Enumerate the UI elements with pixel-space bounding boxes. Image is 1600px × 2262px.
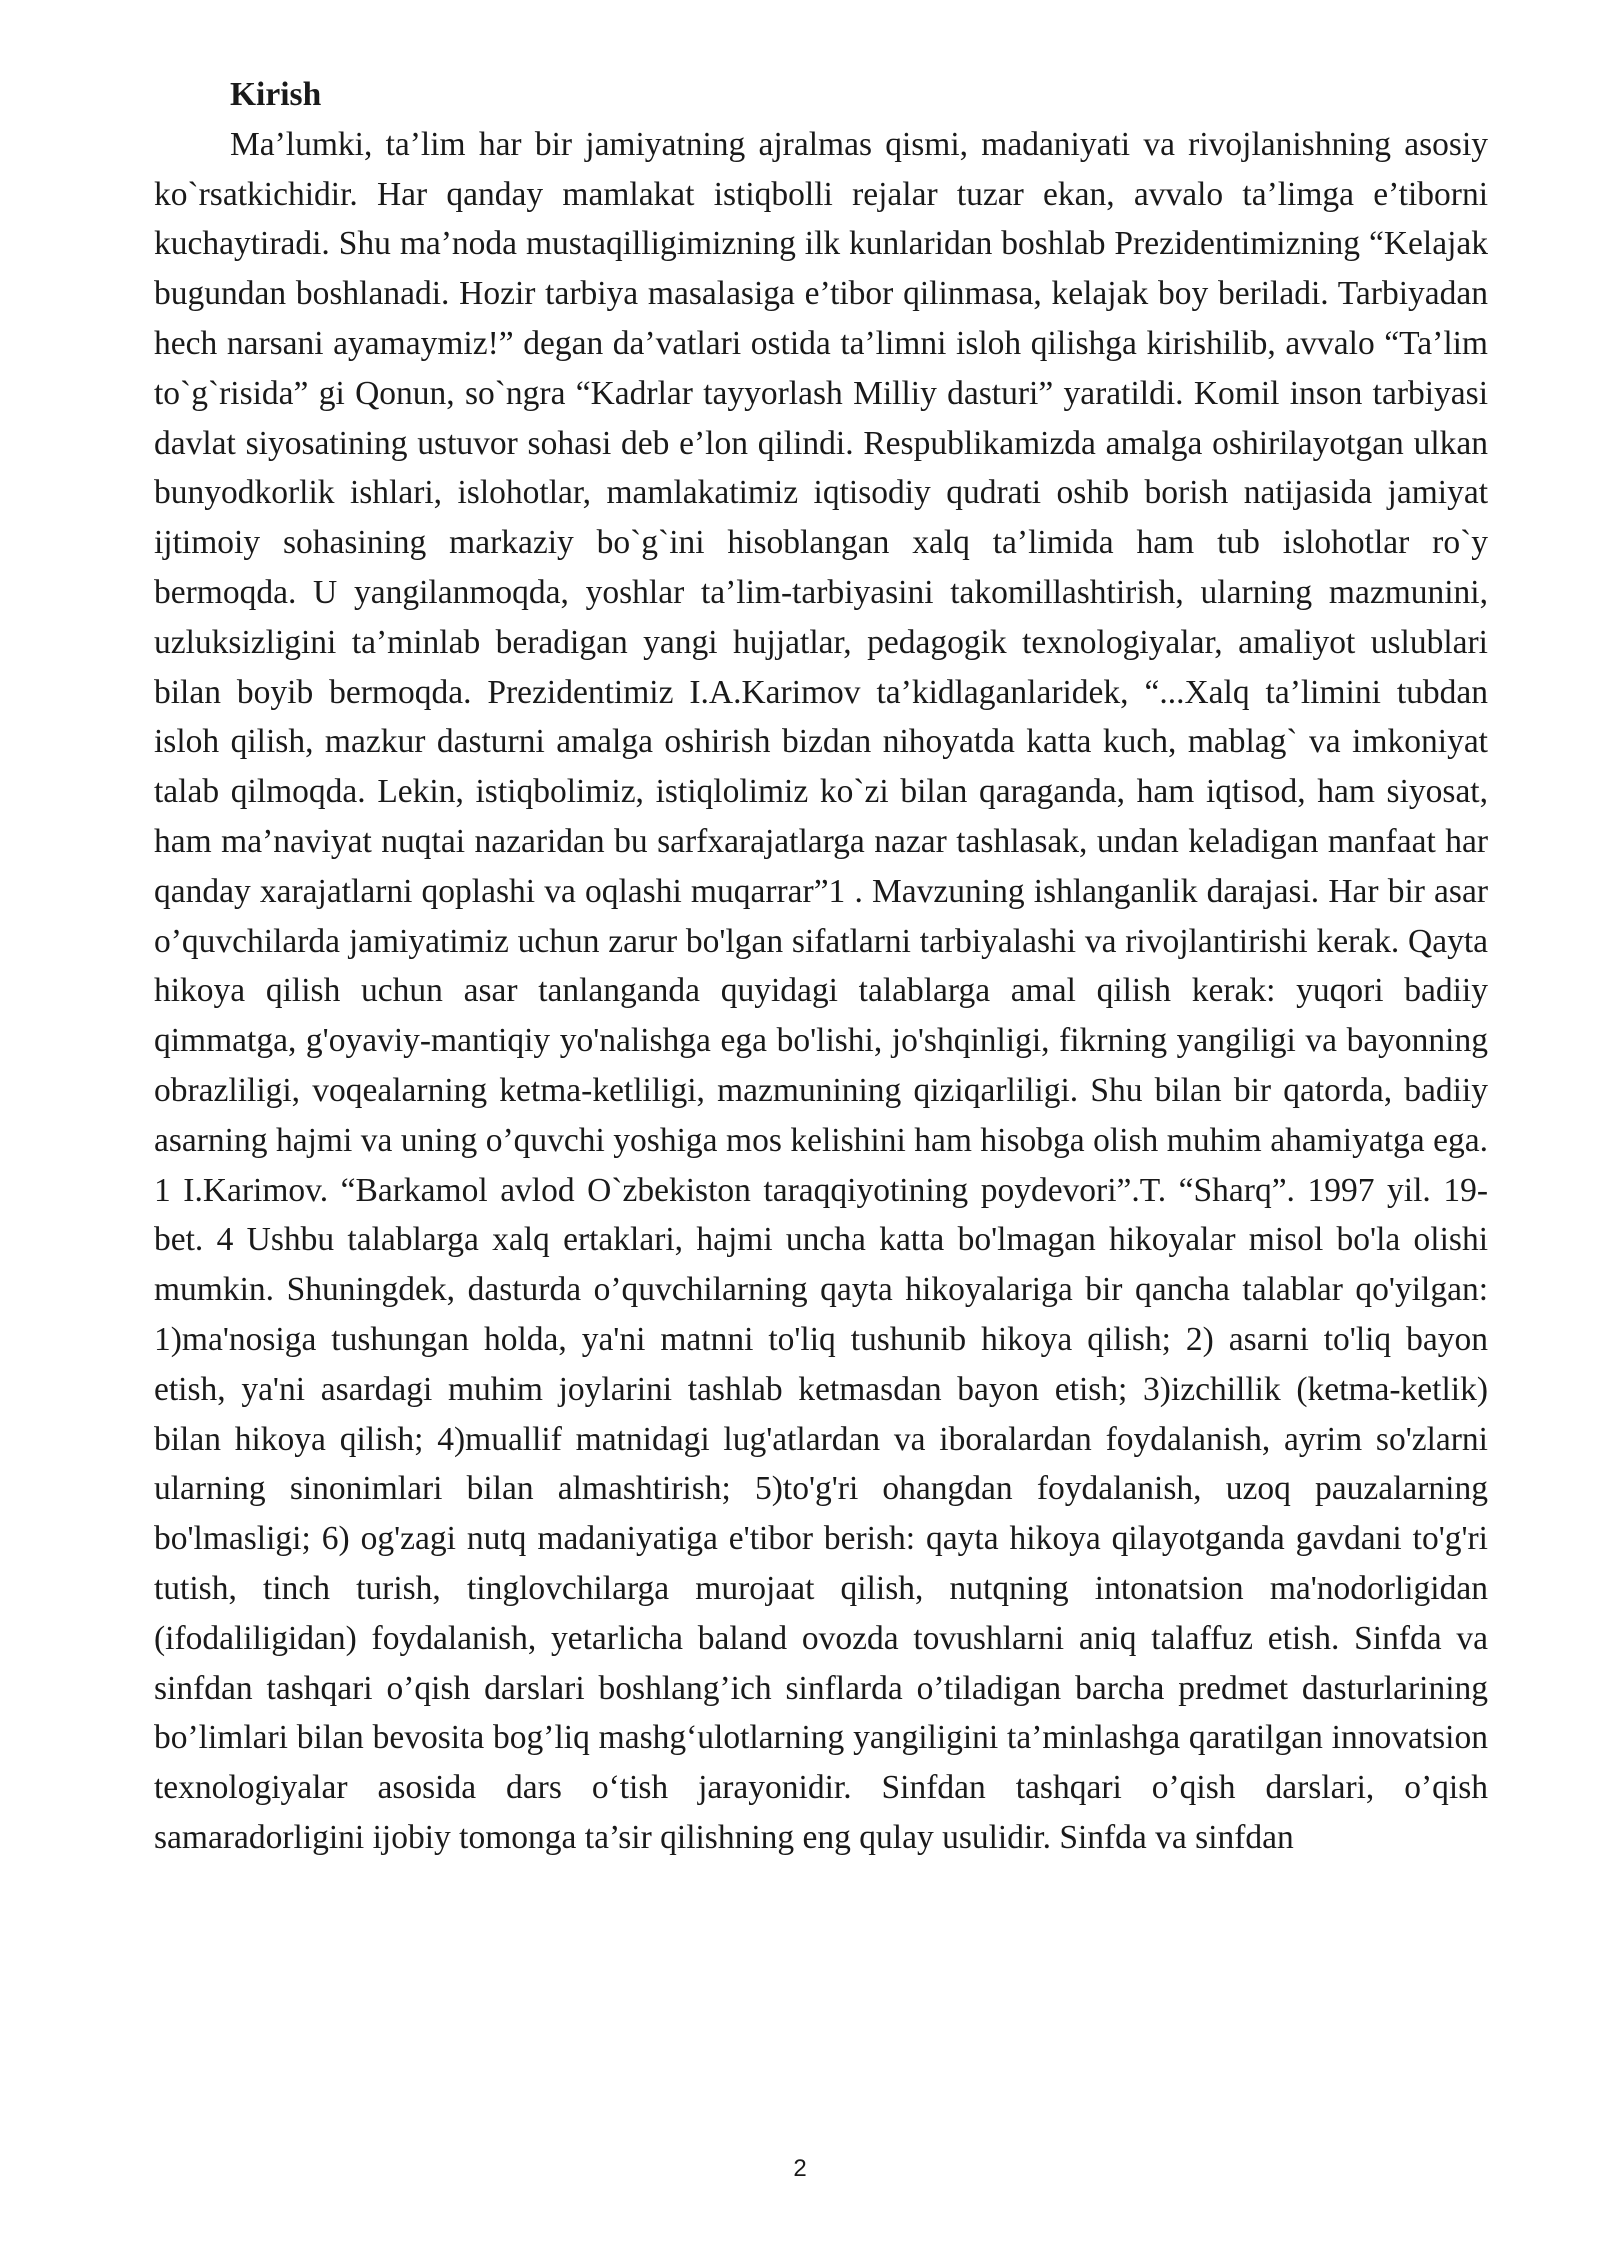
document-page (154, 70, 1488, 1863)
section-heading: Kirish (230, 76, 322, 113)
body-paragraph: Ma’lumki, ta’lim har bir jamiyatning ajralmas qismi, madaniyati va rivojlanishning asosiy ko`rsatkichidir. Har qanday mamlakat istiqbolli rejalar tuzar ekan, avvalo ta’limga e’tiborni kuchaytiradi. Shu ma’noda mustaqilligimizning ilk kunlaridan boshlab Prezidentimizning “Kelajak bugundan boshlanadi. Hozir tarbiya masalasiga e’tibor qilinmasa, kelajak boy beriladi. Tarbiyadan hech narsani ayamaymiz!” degan da’vatlari ostida ta’limni isloh qilishga kirishilib, avvalo “Ta’lim to`g`risida” gi Qonun, so`ngra “Kadrlar tayyorlash Milliy dasturi” yaratildi. Komil inson tarbiyasi davlat siyosatining ustuvor sohasi deb e’lon qilindi. Respublikamizda amalga oshirilayotgan ulkan bunyodkorlik ishlari, islohotlar, mamlakatimiz iqtisodiy qudrati oshib borish natijasida jamiyat ijtimoiy sohasining markaziy bo`g`ini hisoblangan xalq ta’limida ham tub islohotlar ro`y bermoqda. U yangilanmoqda, yoshlar ta’lim-tarbiyasini takomillashtirish, ularning mazmunini, uzluksizligini ta’minlab beradigan yangi hujjatlar, pedagogik texnologiyalar, amaliyot uslublari bilan boyib bermoqda. Prezidentimiz I.A.Karimov ta’kidlaganlaridek, “...Xalq ta’limini tubdan isloh qilish, mazkur dasturni amalga oshirish bizdan nihoyatda katta kuch, mablag` va imkoniyat talab qilmoqda. Lekin, istiqbolimiz, istiqlolimiz ko`zi bilan qaraganda, ham iqtisod, ham siyosat, ham ma’naviyat nuqtai nazaridan bu sarfxarajatlarga nazar tashlasak, undan keladigan manfaat har qanday xarajatlarni qoplashi va oqlashi muqarrar”1 . Mavzuning ishlanganlik darajasi. Har bir asar o’quvchilarda jamiyatimiz uchun zarur bo'lgan sifatlarni tarbiyalashi va rivojlantirishi kerak. Qayta hikoya qilish uchun asar tanlanganda quyidagi talablarga amal qilish kerak: yuqori badiiy qimmatga, g'oyaviy-mantiqiy yo'nalishga ega bo'lishi, jo'shqinligi, fikrning yangiligi va bayonning obrazliligi, voqealarning ketma-ketliligi, mazmunining qiziqarliligi. Shu bilan bir qatorda, badiiy asarning hajmi va uning o’quvchi yoshiga mos kelishini ham hisobga olish muhim ahamiyatga ega. 1 I.Karimov. “Barkamol avlod O`zbekiston taraqqiyotining poydevori”.T. “Sharq”. 1997 yil. 19-bet. 4 Ushbu talablarga xalq ertaklari, hajmi uncha katta bo'lmagan hikoyalar misol bo'la olishi mumkin. Shuningdek, dasturda o’quvchilarning qayta hikoyalariga bir qancha talablar qo'yilgan: 1)ma'nosiga tushungan holda, ya'ni matnni to'liq tushunib hikoya qilish; 2) asarni to'liq bayon etish, ya'ni asardagi muhim joylarini tashlab ketmasdan bayon etish; 3)izchillik (ketma-ketlik) bilan hikoya qilish; 4)muallif matnidagi lug'atlardan va iboralardan foydalanish, ayrim so'zlarni ularning sinonimlari bilan almashtirish; 5)to'g'ri ohangdan foydalanish, uzoq pauzalarning bo'lmasligi; 6) og'zagi nutq madaniyatiga e'tibor berish: qayta hikoya qilayotganda gavdani to'g'ri tutish, tinch turish, tinglovchilarga murojaat qilish, nutqning intonatsion ma'nodorligidan (ifodaliligidan) foydalanish, yetarlicha baland ovozda tovushlarni aniq talaffuz etish. Sinfda va sinfdan tashqari o’qish darslari boshlang’ich sinflarda o’tiladigan barcha predmet dasturlarining bo’limlari bilan bevosita bog’liq mashg‘ulotlarning yangiligini ta’minlashga qaratilgan innovatsion texnologiyalar asosida dars o‘tish jarayonidir. Sinfdan tashqari o’qish darslari, o’qish samaradorligini ijobiy tomonga ta’sir qilishning eng qulay usulidir. Sinfda va sinfdan (154, 125, 1488, 1856)
page-number: 2 (793, 2155, 807, 2182)
